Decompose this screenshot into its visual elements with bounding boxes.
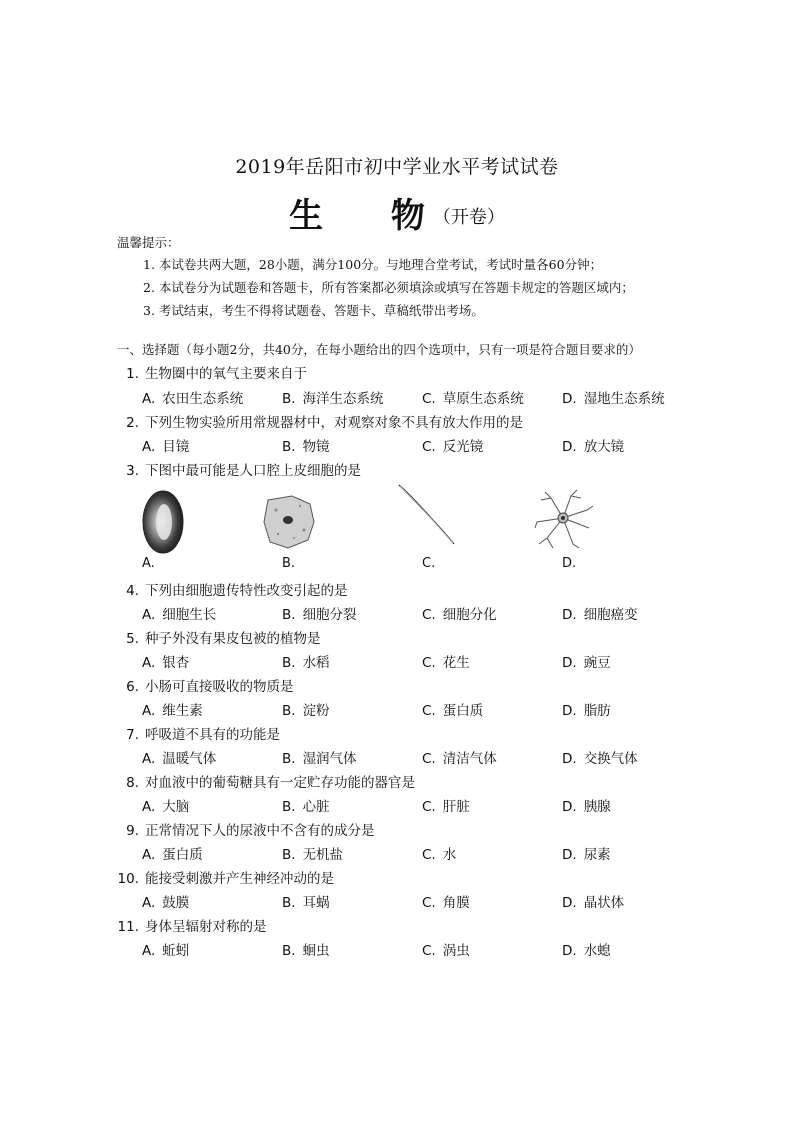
tip-item: 3. 考试结束，考生不得将试题卷、答题卡、草稿纸带出考场。 — [143, 303, 484, 318]
option-text: 草原生态系统 — [442, 391, 524, 407]
option-c — [422, 651, 470, 671]
question-number: 7. — [126, 727, 139, 743]
question-stem — [117, 915, 267, 935]
image-label-a: A. — [142, 556, 155, 571]
option-letter: B. — [282, 703, 296, 719]
tips-list — [143, 253, 634, 322]
option-text: 海洋生态系统 — [302, 391, 384, 407]
option-b — [282, 939, 330, 959]
question-number: 9. — [126, 823, 139, 839]
option-letter: C. — [422, 655, 436, 671]
option-letter: C. — [422, 799, 436, 815]
option-letter: A. — [142, 703, 156, 719]
red-blood-cell-image — [140, 488, 186, 556]
option-text: 交换气体 — [583, 751, 638, 767]
option-text: 细胞分化 — [442, 607, 497, 623]
question-text: 能接受刺激并产生神经冲动的是 — [145, 871, 334, 887]
option-d — [562, 603, 638, 623]
option-text: 涡虫 — [442, 943, 470, 959]
exam-title: 2019年岳阳市初中学业水平考试试卷 — [235, 156, 559, 178]
option-text: 蛋白质 — [442, 703, 484, 719]
option-d — [562, 939, 611, 959]
option-text: 放大镜 — [583, 439, 625, 455]
option-text: 反光镜 — [442, 439, 484, 455]
question-stem — [117, 459, 361, 479]
question-text: 下列生物实验所用常规器材中，对观察对象不具有放大作用的是 — [145, 415, 523, 431]
option-text: 大脑 — [162, 799, 190, 815]
option-c — [422, 603, 497, 623]
option-text: 湿地生态系统 — [583, 391, 665, 407]
option-letter: A. — [142, 847, 156, 863]
option-d — [562, 651, 611, 671]
option-letter: C. — [422, 439, 436, 455]
question-text: 小肠可直接吸收的物质是 — [145, 679, 294, 695]
option-letter: C. — [422, 895, 436, 911]
option-text: 肝脏 — [442, 799, 470, 815]
option-text: 豌豆 — [583, 655, 611, 671]
option-d — [562, 747, 638, 767]
option-letter: C. — [422, 847, 436, 863]
question-stem — [117, 675, 294, 695]
option-b — [282, 387, 384, 407]
option-letter: D. — [562, 703, 577, 719]
tip-item: 2. 本试卷分为试题卷和答题卡，所有答案都必须填涂或填写在答题卡规定的答题区域内； — [143, 280, 634, 295]
option-c — [422, 939, 470, 959]
question-number: 1. — [126, 366, 139, 382]
option-c — [422, 891, 470, 911]
option-c — [422, 747, 497, 767]
option-letter: B. — [282, 655, 296, 671]
option-text: 维生素 — [162, 703, 203, 719]
option-b — [282, 795, 330, 815]
option-c — [422, 435, 483, 455]
question-stem — [117, 819, 375, 839]
option-d — [562, 387, 665, 407]
option-a — [142, 651, 189, 671]
question-stem — [117, 723, 280, 743]
option-text: 水稻 — [302, 655, 330, 671]
question-number: 4. — [126, 583, 139, 599]
subject-note: （开卷） — [432, 207, 505, 228]
option-b — [282, 699, 330, 719]
option-text: 蚯蚓 — [162, 943, 190, 959]
option-letter: A. — [142, 655, 156, 671]
option-letter: C. — [422, 703, 436, 719]
option-letter: D. — [562, 799, 577, 815]
option-letter: B. — [282, 751, 296, 767]
option-text: 蛋白质 — [162, 847, 203, 863]
option-d — [562, 843, 611, 863]
option-a — [142, 843, 203, 863]
option-text: 花生 — [442, 655, 470, 671]
option-letter: D. — [562, 751, 577, 767]
option-b — [282, 891, 330, 911]
neuron-cell-image — [533, 488, 595, 550]
option-letter: B. — [282, 847, 296, 863]
option-letter: B. — [282, 607, 296, 623]
question-number: 11. — [117, 919, 139, 935]
question-text: 身体呈辐射对称的是 — [145, 919, 267, 935]
option-letter: A. — [142, 799, 156, 815]
question-stem — [117, 867, 334, 887]
option-text: 细胞分裂 — [302, 607, 357, 623]
option-text: 心脏 — [302, 799, 330, 815]
option-letter: D. — [562, 847, 577, 863]
option-a — [142, 435, 189, 455]
question-text: 生物圈中的氧气主要来自于 — [145, 366, 307, 382]
option-d — [562, 435, 624, 455]
option-letter: A. — [142, 391, 156, 407]
question-number: 8. — [126, 775, 139, 791]
option-text: 无机盐 — [302, 847, 344, 863]
option-b — [282, 435, 330, 455]
question-stem — [117, 362, 307, 382]
question-number: 6. — [126, 679, 139, 695]
option-a — [142, 603, 216, 623]
option-text: 目镜 — [162, 439, 190, 455]
question-stem — [117, 411, 523, 431]
section-header: 一、选择题（每小题2分，共40分，在每小题给出的四个选项中，只有一项是符合题目要求的） — [117, 342, 641, 357]
option-letter: C. — [422, 607, 436, 623]
option-letter: A. — [142, 439, 156, 455]
option-c — [422, 843, 456, 863]
option-text: 清洁气体 — [442, 751, 497, 767]
question-stem — [117, 627, 321, 647]
option-letter: A. — [142, 895, 156, 911]
option-text: 角膜 — [442, 895, 470, 911]
question-number: 5. — [126, 631, 139, 647]
option-b — [282, 651, 330, 671]
option-b — [282, 747, 357, 767]
option-text: 农田生态系统 — [162, 391, 244, 407]
option-c — [422, 795, 470, 815]
subject-title — [0, 188, 794, 237]
option-d — [562, 891, 624, 911]
image-label-b: B. — [282, 556, 296, 571]
question-text: 对血液中的葡萄糖具有一定贮存功能的器官是 — [145, 775, 415, 791]
option-letter: D. — [562, 655, 577, 671]
option-text: 蛔虫 — [302, 943, 330, 959]
option-letter: D. — [562, 607, 577, 623]
option-text: 湿润气体 — [302, 751, 357, 767]
option-a — [142, 699, 203, 719]
option-text: 脂肪 — [583, 703, 611, 719]
option-a — [142, 939, 189, 959]
question-number: 10. — [117, 871, 139, 887]
option-text: 水 — [442, 847, 457, 863]
option-text: 耳蜗 — [302, 895, 330, 911]
option-text: 温暖气体 — [162, 751, 217, 767]
option-letter: C. — [422, 391, 436, 407]
tip-item: 1. 本试卷共两大题，28小题，满分100分。与地理合堂考试，考试时量各60分钟； — [143, 257, 603, 272]
option-letter: B. — [282, 943, 296, 959]
option-letter: B. — [282, 391, 296, 407]
image-label-d: D. — [562, 556, 577, 571]
option-letter: A. — [142, 607, 156, 623]
option-letter: A. — [142, 943, 156, 959]
question-text: 下列由细胞遗传特性改变引起的是 — [145, 583, 348, 599]
option-text: 尿素 — [583, 847, 611, 863]
tips-label: 温馨提示： — [117, 235, 180, 250]
question-text: 种子外没有果皮包被的植物是 — [145, 631, 321, 647]
option-c — [422, 699, 483, 719]
question-text: 呼吸道不具有的功能是 — [145, 727, 280, 743]
question-text: 正常情况下人的尿液中不含有的成分是 — [145, 823, 375, 839]
question-number: 2. — [126, 415, 139, 431]
option-text: 水螅 — [583, 943, 611, 959]
option-letter: B. — [282, 439, 296, 455]
option-letter: B. — [282, 895, 296, 911]
image-label-c: C. — [422, 556, 436, 571]
subject-name: 生 物 — [289, 196, 453, 236]
option-letter: C. — [422, 751, 436, 767]
option-b — [282, 843, 343, 863]
epithelial-cell-image — [258, 492, 320, 552]
option-d — [562, 795, 611, 815]
question-stem — [117, 579, 348, 599]
option-text: 细胞生长 — [162, 607, 217, 623]
option-letter: A. — [142, 751, 156, 767]
option-letter: D. — [562, 439, 577, 455]
question-text: 下图中最可能是人口腔上皮细胞的是 — [145, 463, 361, 479]
question-stem — [117, 771, 415, 791]
option-c — [422, 387, 524, 407]
option-text: 晶状体 — [583, 895, 625, 911]
option-letter: C. — [422, 943, 436, 959]
option-a — [142, 387, 243, 407]
option-text: 细胞癌变 — [583, 607, 638, 623]
option-letter: B. — [282, 799, 296, 815]
option-a — [142, 747, 216, 767]
option-b — [282, 603, 357, 623]
option-text: 物镜 — [302, 439, 330, 455]
option-text: 银杏 — [162, 655, 190, 671]
option-a — [142, 795, 189, 815]
option-letter: D. — [562, 391, 577, 407]
option-d — [562, 699, 611, 719]
option-text: 胰腺 — [583, 799, 611, 815]
option-a — [142, 891, 189, 911]
option-text: 淀粉 — [302, 703, 330, 719]
option-letter: D. — [562, 895, 577, 911]
question-number: 3. — [126, 463, 139, 479]
option-text: 鼓膜 — [162, 895, 190, 911]
smooth-muscle-cell-image — [396, 482, 458, 548]
option-letter: D. — [562, 943, 577, 959]
